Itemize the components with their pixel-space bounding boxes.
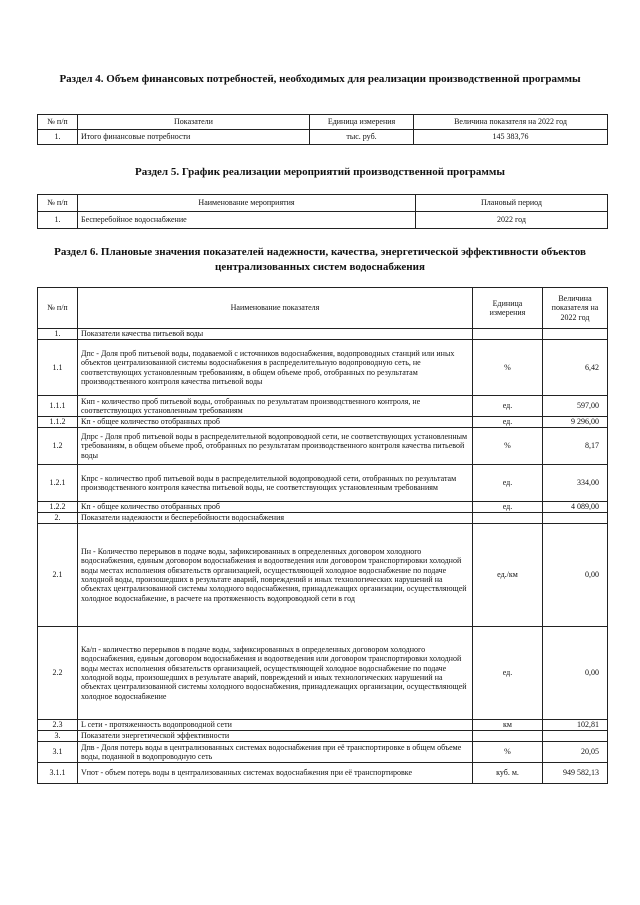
s6-cell-unit: ед.: [473, 627, 543, 720]
table-row: [38, 513, 608, 524]
s6-cell-value: 0,00: [543, 524, 608, 627]
s6-cell-unit: ед.: [473, 417, 543, 428]
s4-header-value: Величина показателя на 2022 год: [414, 115, 608, 130]
section6-table: [37, 287, 608, 784]
s6-cell-unit: [473, 513, 543, 524]
s6-cell-unit: [473, 731, 543, 742]
s6-cell-value: 0,00: [543, 627, 608, 720]
s6-cell-value: 8,17: [543, 428, 608, 465]
s6-cell-num: 1.1.2: [38, 417, 78, 428]
table-row: [38, 742, 608, 763]
s6-cell-indicator: Vпот - объем потерь воды в централизованных системах водоснабжения при её транспортировке: [78, 763, 473, 784]
s6-cell-indicator: Показатели качества питьевой воды: [78, 329, 473, 340]
s6-cell-num: 1.2.1: [38, 465, 78, 502]
s6-cell-unit: [473, 329, 543, 340]
s6-cell-unit: ед./км: [473, 524, 543, 627]
s4-cell-num: 1.: [38, 130, 78, 145]
s6-cell-num: 3.: [38, 731, 78, 742]
s6-cell-num: 1.1.1: [38, 396, 78, 417]
s6-cell-indicator: Кпрс - количество проб питьевой воды в распределительной водопроводной сети, отобранных по результатам производственного контроля качества питьевой воды, не соответствующих установленным требованиям: [78, 465, 473, 502]
s6-cell-value: 949 582,13: [543, 763, 608, 784]
s6-cell-indicator: Показатели надежности и бесперебойности водоснабжения: [78, 513, 473, 524]
s6-cell-indicator: Дпрс - Доля проб питьевой воды в распределительной водопроводной сети, не соответствующих установленным требованиям, в общем объеме проб, отобранных по результатам производственного контроля качества питьевой воды: [78, 428, 473, 465]
s4-header-indicator: Показатели: [78, 115, 310, 130]
table-row: [38, 130, 608, 145]
s6-cell-indicator: Кнп - количество проб питьевой воды, отобранных по результатам производственного контроля, не соответствующих установленным требованиям: [78, 396, 473, 417]
table-row: [38, 627, 608, 720]
s6-cell-num: 2.: [38, 513, 78, 524]
s6-cell-value: 334,00: [543, 465, 608, 502]
s4-cell-value: 145 383,76: [414, 130, 608, 145]
table-row: [38, 340, 608, 396]
section6-title: Раздел 6. Плановые значения показателей надежности, качества, энергетической эффективности объектов централизованных систем водоснабжения: [54, 246, 586, 273]
table-row: [38, 502, 608, 513]
s6-cell-indicator: Кп - общее количество отобранных проб: [78, 417, 473, 428]
s6-header-value: Величина показателя на 2022 год: [543, 288, 608, 329]
s6-cell-indicator: Дпс - Доля проб питьевой воды, подаваемой с источников водоснабжения, водопроводных станций или иных объектов централизованной системы водоснабжения в распределительную водопроводную сеть, не соответствующих установленным требованиям, в общем объеме проб, отобранных по результатам производственного контроля качества питьевой воды: [78, 340, 473, 396]
s5-cell-activity: Бесперебойное водоснабжение: [78, 212, 416, 229]
s4-header-unit: Единица измерения: [310, 115, 414, 130]
s6-cell-unit: %: [473, 428, 543, 465]
s6-cell-unit: ед.: [473, 502, 543, 513]
s4-cell-indicator: Итого финансовые потребности: [78, 130, 310, 145]
table-row: [38, 396, 608, 417]
s6-cell-num: 1.2.2: [38, 502, 78, 513]
table-row: [38, 720, 608, 731]
s6-cell-num: 1.2: [38, 428, 78, 465]
s4-cell-unit: тыс. руб.: [310, 130, 414, 145]
section5-table: [37, 194, 608, 229]
s6-cell-num: 1.1: [38, 340, 78, 396]
section4-title: Раздел 4. Объем финансовых потребностей, необходимых для реализации производственной программы: [59, 73, 581, 85]
table-row: [38, 524, 608, 627]
s6-cell-indicator: Показатели энергетической эффективности: [78, 731, 473, 742]
s4-header-num: № п/п: [38, 115, 78, 130]
s6-cell-unit: км: [473, 720, 543, 731]
table-row: [38, 329, 608, 340]
s5-header-num: № п/п: [38, 195, 78, 212]
s6-cell-value: [543, 329, 608, 340]
s5-cell-period: 2022 год: [416, 212, 608, 229]
table-row: [38, 465, 608, 502]
s6-cell-indicator: Ка/п - количество перерывов в подаче воды, зафиксированных в определенных договором холодного водоснабжения, единым договором водоснабжения и водоотведения или договором транспортировки холодной воды местах исполнения обязательств организацией, осуществляющей холодное водоснабжение по подаче холодной воды, произошедших в результате аварий, повреждений и иных технологических нарушений на объектах централизованной системы холодного водоснабжения, принадлежащих организации, осуществляющей холодное водоснабжение: [78, 627, 473, 720]
s6-cell-unit: %: [473, 742, 543, 763]
s6-cell-unit: %: [473, 340, 543, 396]
s6-cell-value: 20,05: [543, 742, 608, 763]
section4-table: [37, 114, 608, 145]
s6-cell-value: 597,00: [543, 396, 608, 417]
s6-header-unit: Единица измерения: [473, 288, 543, 329]
s6-cell-unit: куб. м.: [473, 763, 543, 784]
s6-cell-value: [543, 513, 608, 524]
table-row: [38, 212, 608, 229]
s6-cell-num: 3.1.1: [38, 763, 78, 784]
s6-cell-indicator: Дпв - Доля потерь воды в централизованных системах водоснабжения при её транспортировке в общем объеме воды, поданной в водопроводную сеть: [78, 742, 473, 763]
s6-cell-indicator: Пн - Количество перерывов в подаче воды, зафиксированных в определенных договором холодного водоснабжения, единым договором водоснабжения и водоотведения или договором транспортировки холодной воды местах исполнения обязательств организацией, осуществляющей холодное водоснабжение по подаче холодной воды, произошедших в результате аварий, повреждений и иных технологических нарушений на объектах централизованной системы холодного водоснабжения, принадлежащих организации, осуществляющей холодное водоснабжение, в расчете на протяженность водопроводной сети в год: [78, 524, 473, 627]
s6-cell-value: 4 089,00: [543, 502, 608, 513]
s6-cell-num: 3.1: [38, 742, 78, 763]
s6-cell-value: 6,42: [543, 340, 608, 396]
table-row: [38, 731, 608, 742]
s6-cell-num: 2.1: [38, 524, 78, 627]
s6-cell-indicator: L сети - протяженность водопроводной сети: [78, 720, 473, 731]
s6-cell-num: 2.2: [38, 627, 78, 720]
s5-header-activity: Наименование мероприятия: [78, 195, 416, 212]
s6-cell-unit: ед.: [473, 396, 543, 417]
s6-cell-num: 2.3: [38, 720, 78, 731]
s6-cell-indicator: Кп - общее количество отобранных проб: [78, 502, 473, 513]
s6-cell-value: 9 296,00: [543, 417, 608, 428]
s5-cell-num: 1.: [38, 212, 78, 229]
s5-header-period: Плановый период: [416, 195, 608, 212]
table-row: [38, 417, 608, 428]
s6-cell-unit: ед.: [473, 465, 543, 502]
section6-body: [38, 329, 608, 784]
s6-cell-num: 1.: [38, 329, 78, 340]
section5-title: Раздел 5. График реализации мероприятий производственной программы: [135, 166, 505, 178]
s6-header-num: № п/п: [38, 288, 78, 329]
s6-cell-value: 102,81: [543, 720, 608, 731]
table-row: [38, 763, 608, 784]
table-row: [38, 428, 608, 465]
s6-header-indicator: Наименование показателя: [78, 288, 473, 329]
s6-cell-value: [543, 731, 608, 742]
